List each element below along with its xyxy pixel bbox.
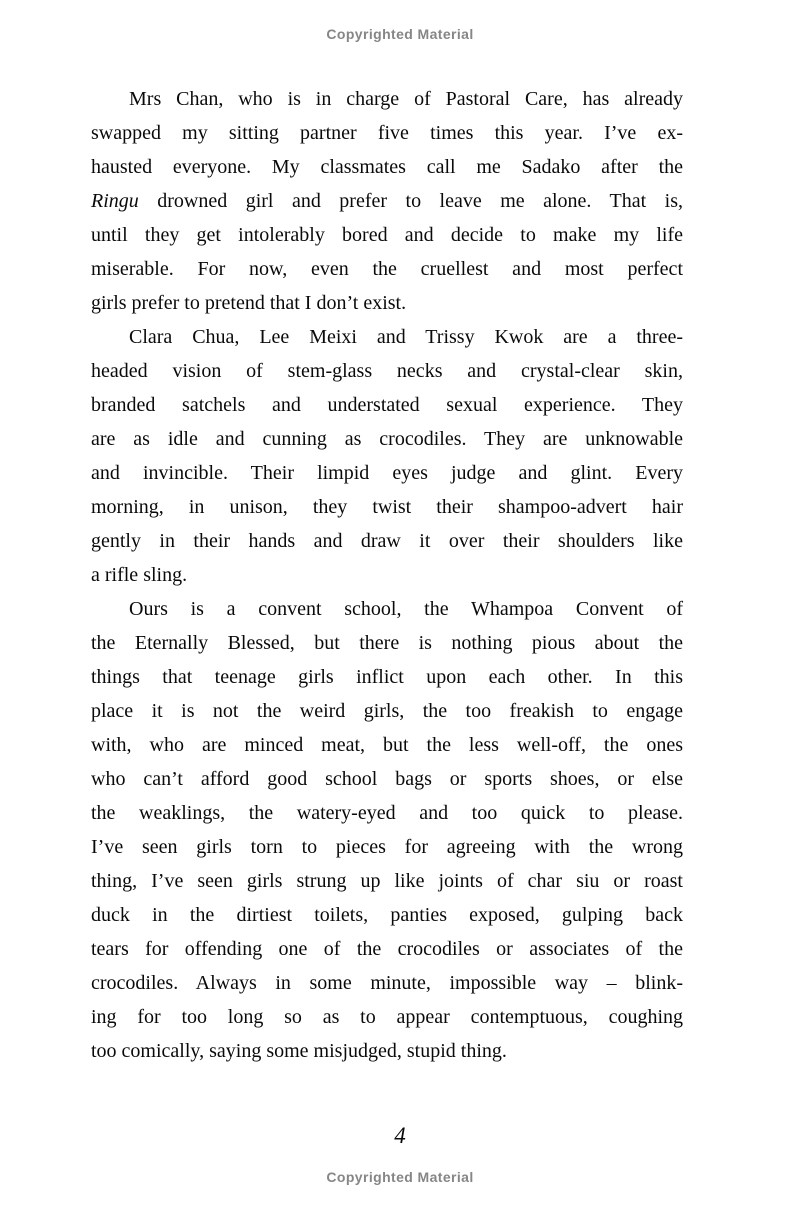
text-line: things that teenage girls inflict upon each other. In this xyxy=(91,666,683,688)
text-line: until they get intolerably bored and decide to make my life xyxy=(91,224,683,246)
text-line: Ours is a convent school, the Whampoa Convent of xyxy=(129,598,683,620)
italic-book-title: Ringu xyxy=(91,190,139,212)
paragraph xyxy=(91,82,683,320)
text-line: with, who are minced meat, but the less well-off, the ones xyxy=(91,734,683,756)
text-line: the weaklings, the watery-eyed and too quick to please. xyxy=(91,802,683,824)
text-line: tears for offending one of the crocodiles or associates of the xyxy=(91,938,683,960)
text-line: are as idle and cunning as crocodiles. They are unknowable xyxy=(91,428,683,450)
text-line: Clara Chua, Lee Meixi and Trissy Kwok are a three- xyxy=(129,326,683,348)
paragraph xyxy=(91,592,683,1068)
text-line: morning, in unison, they twist their shampoo-advert hair xyxy=(91,496,683,518)
text-line: and invincible. Their limpid eyes judge and glint. Every xyxy=(91,462,683,484)
text-line: headed vision of stem-glass necks and crystal-clear skin, xyxy=(91,360,683,382)
text-line: hausted everyone. My classmates call me Sadako after the xyxy=(91,156,683,178)
text-line: crocodiles. Always in some minute, impossible way – blink- xyxy=(91,972,683,994)
bottom-copyright-notice: Copyrighted Material xyxy=(326,1169,474,1185)
text-line: place it is not the weird girls, the too freakish to engage xyxy=(91,700,683,722)
text-line: the Eternally Blessed, but there is nothing pious about the xyxy=(91,632,683,654)
text-line: ing for too long so as to appear contemptuous, coughing xyxy=(91,1006,683,1028)
text-line: who can’t afford good school bags or sports shoes, or else xyxy=(91,768,683,790)
text-line: duck in the dirtiest toilets, panties exposed, gulping back xyxy=(91,904,683,926)
text-line: branded satchels and understated sexual experience. They xyxy=(91,394,683,416)
page-number: 4 xyxy=(394,1123,406,1148)
text-line: I’ve seen girls torn to pieces for agreeing with the wrong xyxy=(91,836,683,858)
text-line: too comically, saying some misjudged, stupid thing. xyxy=(91,1040,507,1062)
text-line: Mrs Chan, who is in charge of Pastoral Care, has already xyxy=(129,88,683,110)
text-line: swapped my sitting partner five times this year. I’ve ex- xyxy=(91,122,683,144)
paragraph xyxy=(91,320,683,592)
text-block xyxy=(91,82,683,1068)
text-line: gently in their hands and draw it over their shoulders like xyxy=(91,530,683,552)
text-line: girls prefer to pretend that I don’t exist. xyxy=(91,292,407,314)
text-line: a rifle sling. xyxy=(91,564,188,586)
top-copyright-notice: Copyrighted Material xyxy=(326,26,474,42)
text-line: thing, I’ve seen girls strung up like joints of char siu or roast xyxy=(91,870,683,892)
text-line: Ringu drowned girl and prefer to leave me alone. That is, xyxy=(91,190,683,212)
text-line: miserable. For now, even the cruellest and most perfect xyxy=(91,258,683,280)
